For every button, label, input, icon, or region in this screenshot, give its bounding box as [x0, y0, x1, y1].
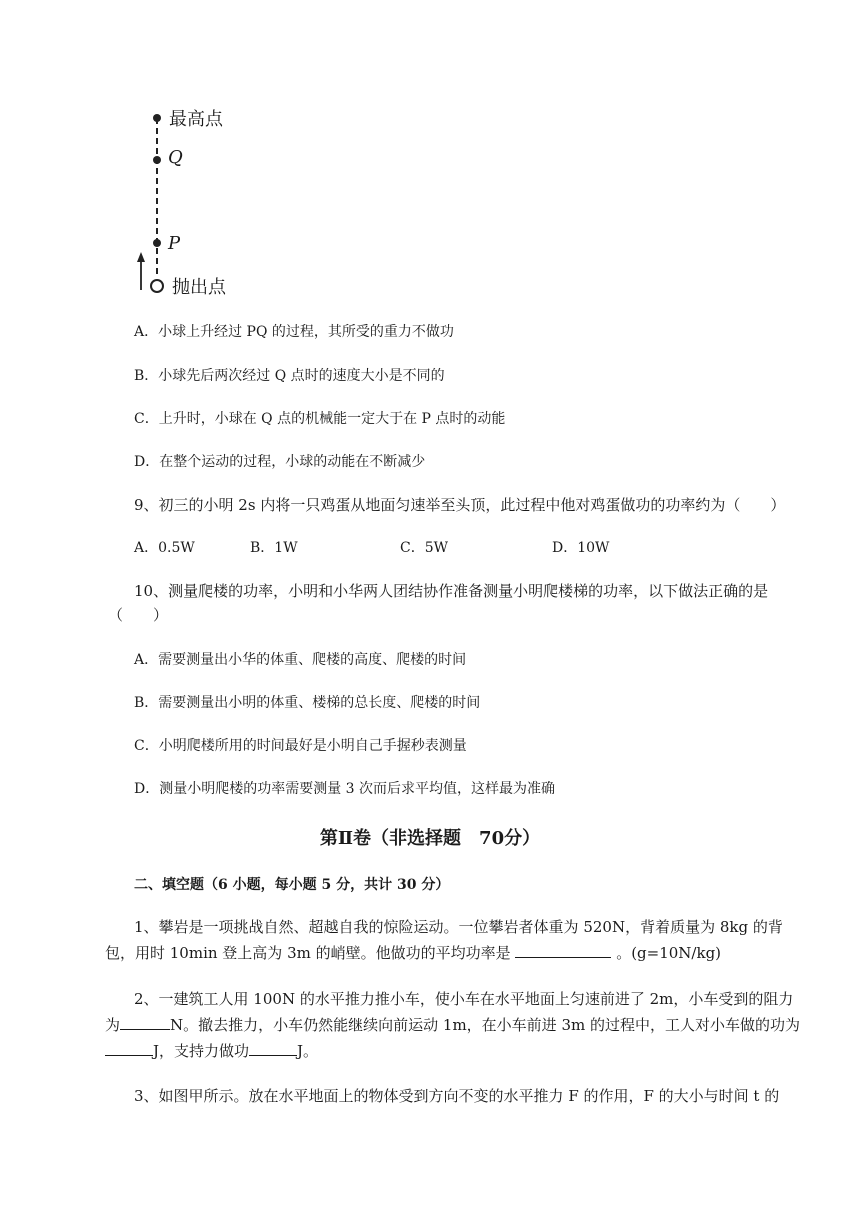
q10-stem-line1: 10、测量爬楼的功率，小明和小华两人团结协作准备测量小明爬楼梯的功率，以下做法正确的是 [134, 582, 769, 600]
fill2-line3-text-b: J。 [297, 1042, 319, 1060]
fill2-blank-2[interactable] [105, 1041, 153, 1056]
q9-option-d: D．10W [552, 540, 610, 556]
q10-option-b: B．需要测量出小明的体重、楼梯的总长度、爬楼的时间 [134, 695, 481, 711]
fill1-line1: 1、攀岩是一项挑战自然、超越自我的惊险运动。一位攀岩者体重为 520N，背着质量为 8kg 的背 [134, 918, 783, 936]
q10-option-a: A．需要测量出小华的体重、爬楼的高度、爬楼的时间 [134, 652, 467, 668]
fill2-line3 [105, 1040, 318, 1062]
q9-stem: 9、初三的小明 2s 内将一只鸡蛋从地面匀速举至头顶，此过程中他对鸡蛋做功的功率约为（ ） [134, 496, 786, 514]
fill1-blank[interactable] [515, 943, 611, 958]
q10-stem-line2: （ ） [108, 606, 169, 624]
label-highest-point: 最高点 [169, 109, 223, 130]
fill3-line1: 3、如图甲所示。放在水平地面上的物体受到方向不变的水平推力 F 的作用，F 的大小与时间 t 的 [134, 1087, 780, 1105]
section-fill-blank-heading: 二、填空题（6 小题，每小题 5 分，共计 30 分） [134, 877, 450, 893]
fill1-line2-text-a: 包，用时 10min 登上高为 3m 的峭壁。他做功的平均功率是 [105, 944, 511, 962]
part2-title: 第Ⅱ卷（非选择题 70分） [319, 828, 541, 849]
fill2-blank-1[interactable] [120, 1015, 170, 1030]
q10-option-c: C．小明爬楼所用的时间最好是小明自己手握秒表测量 [134, 738, 467, 754]
top-point-dot [153, 114, 161, 122]
q-point-dot [153, 156, 161, 164]
q9-option-a: A．0.5W [134, 540, 195, 556]
q8-option-a: A．小球上升经过 PQ 的过程，其所受的重力不做功 [134, 324, 454, 340]
label-p: P [168, 233, 181, 254]
fill2-blank-3[interactable] [249, 1041, 297, 1056]
fill2-line3-text-a: J，支持力做功 [153, 1042, 250, 1060]
p-point-dot [153, 239, 161, 247]
motion-diagram [120, 100, 280, 305]
fill2-line1: 2、一建筑工人用 100N 的水平推力推小车，使小车在水平地面上匀速前进了 2m，小车受到的阻力 [134, 990, 794, 1008]
fill1-line2 [105, 942, 721, 964]
label-q: Q [168, 147, 183, 168]
fill2-line2-text-a: 为 [105, 1016, 121, 1034]
q9-option-c: C．5W [400, 540, 449, 556]
q8-option-c: C．上升时，小球在 Q 点的机械能一定大于在 P 点时的动能 [134, 411, 506, 427]
q10-option-d: D．测量小明爬楼的功率需要测量 3 次而后求平均值，这样最为准确 [134, 781, 556, 797]
fill1-line2-text-b: 。(g=10N/kg) [616, 944, 722, 962]
q9-option-b: B．1W [250, 540, 298, 556]
launch-point-circle [151, 280, 163, 292]
q8-option-d: D．在整个运动的过程，小球的动能在不断减少 [134, 454, 426, 470]
label-launch-point: 抛出点 [172, 277, 226, 298]
fill2-line2 [105, 1014, 800, 1036]
q8-option-b: B．小球先后两次经过 Q 点时的速度大小是不同的 [134, 368, 445, 384]
up-arrow-head-icon [137, 252, 145, 262]
fill2-line2-text-b: N。撤去推力，小车仍然能继续向前运动 1m，在小车前进 3m 的过程中，工人对小车做的功为 [170, 1016, 800, 1034]
